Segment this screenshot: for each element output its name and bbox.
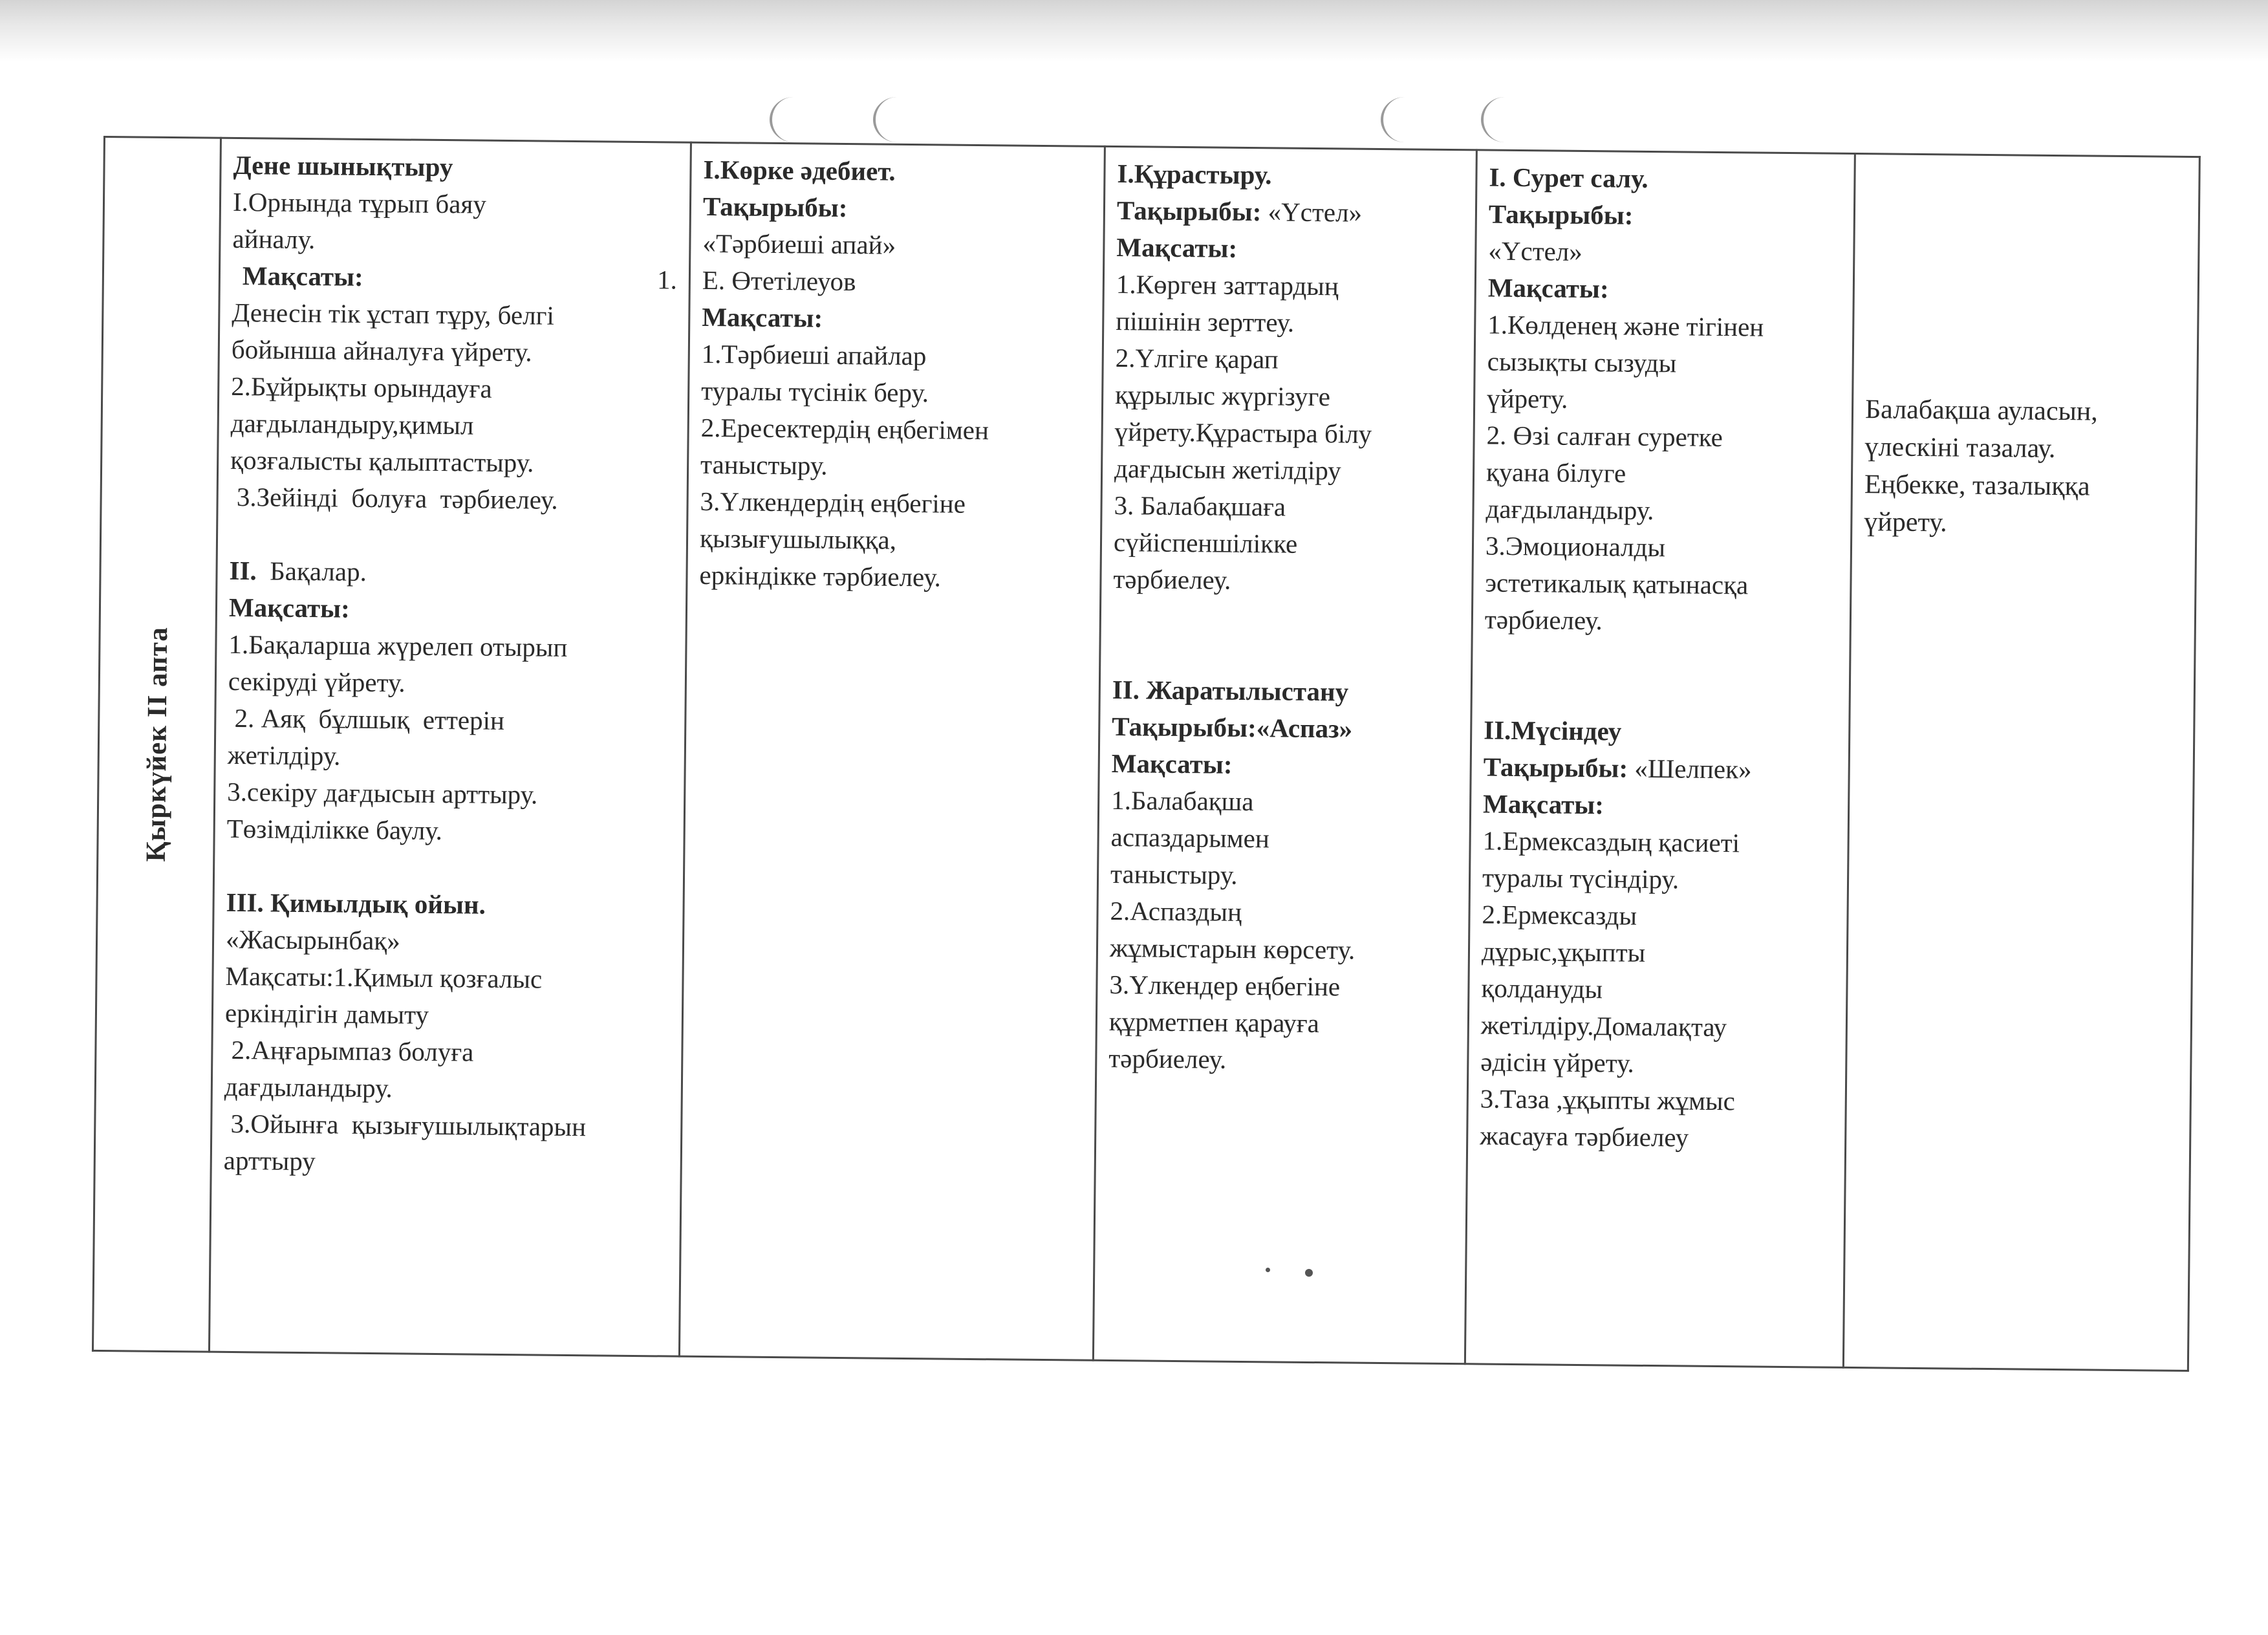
literature-cell: [679, 142, 1105, 1360]
topic-label: Тақырыбы:: [1112, 711, 1257, 743]
text-line: секіруді үйрету.: [228, 666, 405, 698]
section-heading: III. Қимылдық ойын.: [226, 887, 486, 920]
topic-line: [1483, 749, 1837, 789]
text-line: 1.Көлденең және тігінен: [1487, 309, 1764, 342]
text-line: 1.Тәрбиеші апайлар: [701, 338, 927, 371]
section-heading: II.Мүсіндеу: [1484, 715, 1622, 746]
text-line: аспаздарымен: [1110, 822, 1270, 854]
text-line: 1.Балабақша: [1110, 785, 1254, 817]
text-line: дағдыландыру.: [1485, 493, 1654, 526]
scan-speck: [1266, 1268, 1270, 1272]
text-line: эстетикалық қатынасқа: [1485, 567, 1749, 600]
text-line: 2. Өзі салған суретке: [1486, 420, 1723, 453]
topic-label: Тақырыбы:: [1116, 195, 1262, 227]
text-line: еркіндікке тәрбиелеу.: [699, 559, 942, 592]
text-line: 2.Бұйрықты орындауға: [231, 371, 492, 404]
text-line: бойынша айналуға үйрету.: [231, 334, 532, 367]
topic-label: Тақырыбы:: [1483, 752, 1628, 783]
text-line: 3.секіру дағдысын арттыру.: [227, 776, 538, 810]
goal-row: [232, 257, 678, 299]
goal-label: Мақсаты:: [242, 261, 363, 292]
text-line: Балабақша ауласын,: [1864, 395, 2099, 427]
text-line: сүйіспеншілікке: [1113, 527, 1298, 559]
construction-nature-cell: [1093, 146, 1476, 1363]
goal-label: Мақсаты:: [1487, 272, 1609, 304]
section-heading: I.Құрастыру.: [1117, 158, 1272, 190]
text-line: дағдыландыру.: [224, 1071, 393, 1103]
text-line: 3.Ойынға қызығушылықтарын: [224, 1108, 587, 1142]
section-heading: II. Жаратылыстану: [1112, 675, 1349, 707]
text-line: 1.Ермексаздың қасиеті: [1482, 825, 1740, 858]
month-cell: [92, 137, 221, 1352]
text-line: таныстыру.: [700, 449, 828, 481]
goal-label: Мақсаты:: [1482, 788, 1604, 820]
text-line: «Жасырынбақ»: [225, 924, 400, 956]
text-line: әдісін үйрету.: [1480, 1046, 1634, 1078]
text-line: тәрбиелеу.: [1113, 564, 1231, 595]
month-label: Қыркүйек II апта: [140, 626, 173, 862]
text-line: Еңбекке, тазалыққа: [1864, 470, 2090, 502]
section-heading: I. Сурет салу.: [1489, 162, 1648, 193]
punch-hole-mark: [1381, 97, 1429, 142]
text-line: жетілдіру.Домалақтау: [1480, 1010, 1727, 1043]
text-line: 1.Көрген заттардың: [1116, 269, 1339, 301]
spacer: [1112, 598, 1460, 675]
text-line: 2.Ермексазды: [1482, 899, 1637, 931]
scan-speck: [1305, 1269, 1313, 1277]
text-line: үлескіні тазалау.: [1864, 432, 2056, 464]
text-line: 3.Үлкендердің еңбегіне: [700, 486, 966, 519]
text-line: құрметпен қарауға: [1108, 1006, 1320, 1039]
text-line: сызықты сызуды: [1487, 346, 1677, 378]
text-line: қозғалысты қалыптастыру.: [230, 444, 534, 478]
goal-label: Мақсаты:: [1111, 748, 1233, 779]
drawing-modeling-cell: [1465, 150, 1855, 1368]
labor-cell: [1843, 153, 2199, 1370]
text-line: I.Орнында тұрып баяу: [232, 186, 487, 219]
text-line: дұрыс,ұқыпты: [1481, 936, 1646, 968]
text-line: 2.Ересектердің еңбегімен: [700, 412, 989, 446]
section-number: II.: [229, 555, 257, 586]
weekly-plan-table: [92, 136, 2201, 1372]
goal-label: Мақсаты:: [228, 592, 350, 623]
text-line: Төзімділікке баулу.: [226, 813, 443, 846]
text-line: 2.Аспаздың: [1110, 895, 1242, 927]
text-line: туралы түсіндіру.: [1482, 862, 1679, 894]
text-line: «Тәрбиеші апай»: [702, 228, 896, 260]
text-line: туралы түсінік беру.: [701, 375, 929, 408]
text-line: 3. Балабақшаға: [1114, 490, 1286, 522]
section-heading: I.Көрке әдебиет.: [703, 154, 896, 186]
text-line: таныстыру.: [1110, 859, 1238, 890]
topic-value: «Үстел»: [1488, 235, 1582, 266]
text-line: үйрету.: [1864, 507, 1947, 538]
topic-label: Тақырыбы:: [702, 191, 848, 223]
goal-label: Мақсаты:: [702, 301, 823, 333]
goal-number: 1.: [656, 265, 678, 295]
scan-shadow: [0, 0, 2268, 61]
spacer: [226, 847, 672, 889]
section-heading: [229, 552, 675, 594]
goal-label: Мақсаты:: [1116, 232, 1238, 263]
text-line: 2.Үлгіге қарап: [1115, 343, 1279, 374]
text-line: жетілдіру.: [227, 739, 341, 771]
topic-value: «Аспаз»: [1256, 713, 1353, 744]
text-line: 2.Аңғарымпаз болуға: [224, 1034, 474, 1067]
topic-value: «Шелпек»: [1627, 753, 1752, 785]
text-line: Е. Өтетілеуов: [702, 265, 856, 297]
text-line: арттыру: [223, 1145, 316, 1176]
text-line: жұмыстарын көрсету.: [1109, 932, 1355, 965]
text-line: пішінін зерттеу.: [1116, 306, 1295, 338]
text-line: дағдыландыру,қимыл: [230, 407, 474, 440]
text-line: тәрбиелеу.: [1484, 604, 1603, 636]
table-row: [92, 137, 2199, 1371]
text-line: 3.Таза ,ұқыпты жұмыс: [1480, 1083, 1736, 1116]
text-line: жасауға тәрбиелеу: [1480, 1120, 1689, 1153]
text-line: қуана білуге: [1485, 457, 1626, 488]
text-line: 3.Үлкендер еңбегіне: [1109, 969, 1341, 1002]
labor-text: [1864, 391, 2185, 544]
text-line: тәрбиелеу.: [1108, 1043, 1227, 1074]
topic-value: «Үстел»: [1261, 197, 1363, 228]
text-line: үйрету.Құрастыра білу: [1114, 417, 1372, 449]
punch-hole-mark: [873, 97, 921, 142]
text-line: құрылыс жүргізуге: [1115, 380, 1331, 412]
text-line: қызығушылыққа,: [699, 523, 897, 555]
text-line: еркіндігін дамыту: [224, 997, 429, 1030]
topic-line: [1117, 192, 1464, 232]
text-line: Денесін тік ұстап тұру, белгі: [232, 297, 555, 330]
spacer: [1484, 638, 1838, 715]
spacer: [230, 515, 675, 557]
text-line: 3.Зейінді болуға тәрбиелеу.: [230, 481, 558, 515]
section-title: Дене шынықтыру: [233, 149, 453, 182]
punch-hole-mark: [770, 97, 817, 142]
text-line: үйрету.: [1486, 383, 1568, 414]
text-line: қолдануды: [1481, 973, 1603, 1004]
text-line: дағдысын жетілдіру: [1114, 453, 1342, 486]
text-line: 3.Эмоционалды: [1485, 530, 1666, 563]
text-line: 1.Бақаларша жүрелеп отырып: [228, 629, 568, 662]
topic-line: [1112, 708, 1459, 748]
text-line: Мақсаты:1.Қимыл қозғалыс: [225, 960, 543, 994]
text-line: 2. Аяқ бұлшық еттерін: [228, 702, 505, 735]
physical-education-cell: [209, 138, 691, 1356]
punch-hole-mark: [1481, 97, 1529, 142]
text-line: айналу.: [232, 223, 316, 255]
section-name: Бақалар.: [256, 556, 367, 587]
topic-label: Тақырыбы:: [1488, 199, 1634, 230]
